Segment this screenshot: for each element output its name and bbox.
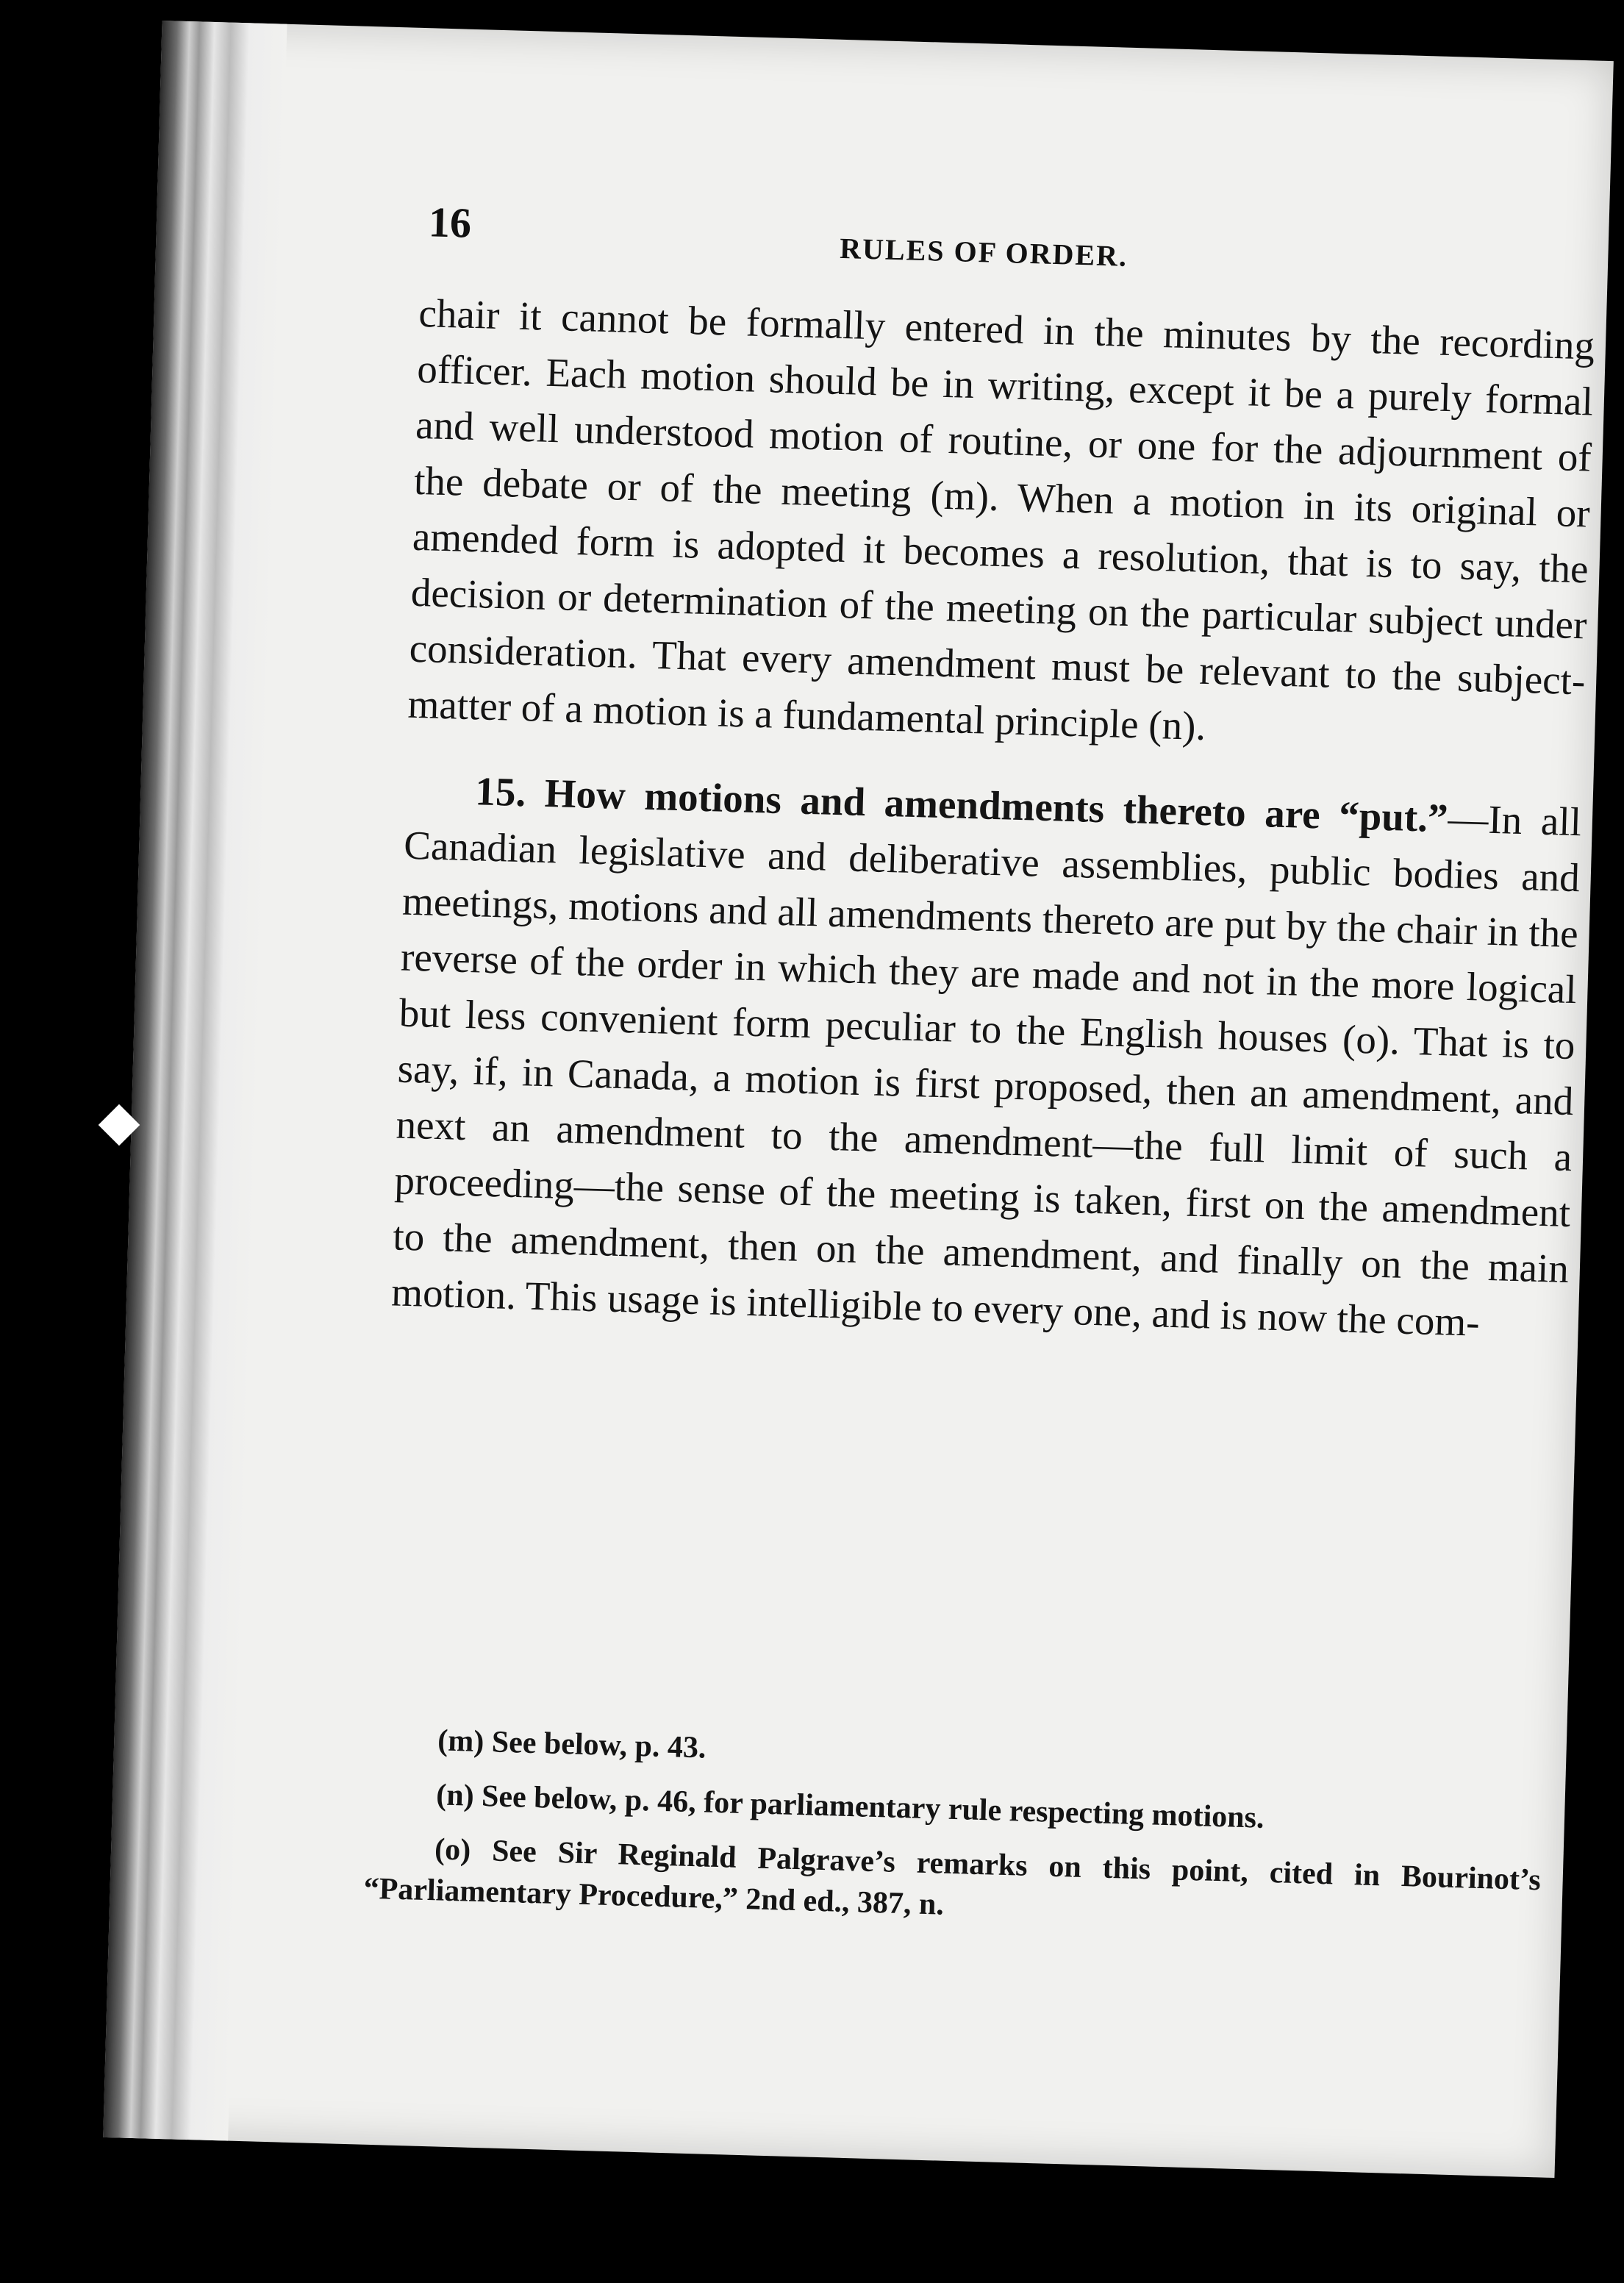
paragraph-2	[390, 762, 1582, 1353]
footnote-n: (n) See below, p. 46, for parliamentary rule respecting motions.	[435, 1778, 1265, 1835]
body-text	[390, 285, 1595, 1353]
paragraph-1: chair it cannot be formally entered in the minutes by the recording officer. Each motion should be in writing, except it be a purely formal and well understood motion of routine, or one for the adjournment of the debate or of the meeting (m). When a motion in its original or amended form is adopted it becomes a resolution, that is to say, the decision or determination of the meeting on the particular subject under consideration. That every amendment must be relevant to the subject-matter of a motion is a fundamental principle (n).	[407, 290, 1595, 749]
section-heading: How motions and amendments thereto are “put.”	[544, 770, 1449, 841]
footnote-m: (m) See below, p. 43.	[437, 1723, 707, 1765]
footnote-o: (o) See Sir Reginald Palgrave’s remarks on this point, cited in Bourinot’s “Parliamentary Procedure,” 2nd ed., 387, n.	[363, 1832, 1542, 1922]
page-header	[428, 197, 1326, 288]
footnotes	[362, 1718, 1544, 1956]
book-page	[103, 21, 1614, 2178]
section-number: 15.	[474, 768, 527, 815]
running-head: RULES OF ORDER.	[839, 231, 1128, 273]
book-spine-edge	[103, 21, 287, 2141]
paragraph-2-text: —In all Canadian legislative and deliberative assemblies, public bodies and meetings, motions and all amendments thereto are put by the chair in the reverse of the order in which they are made and not in the more logical but less convenient form peculiar to the English houses (o). That is to say, if, in Canada, a motion is first proposed, then an amendment, and next an amendment to the amendment—the full limit of such a proceeding—the sense of the meeting is taken, first on the amendment to the amendment, then on the amendment, and finally on the main motion. This usage is intelligible to every one, and is now the com-	[390, 796, 1582, 1345]
page-number: 16	[428, 198, 472, 247]
